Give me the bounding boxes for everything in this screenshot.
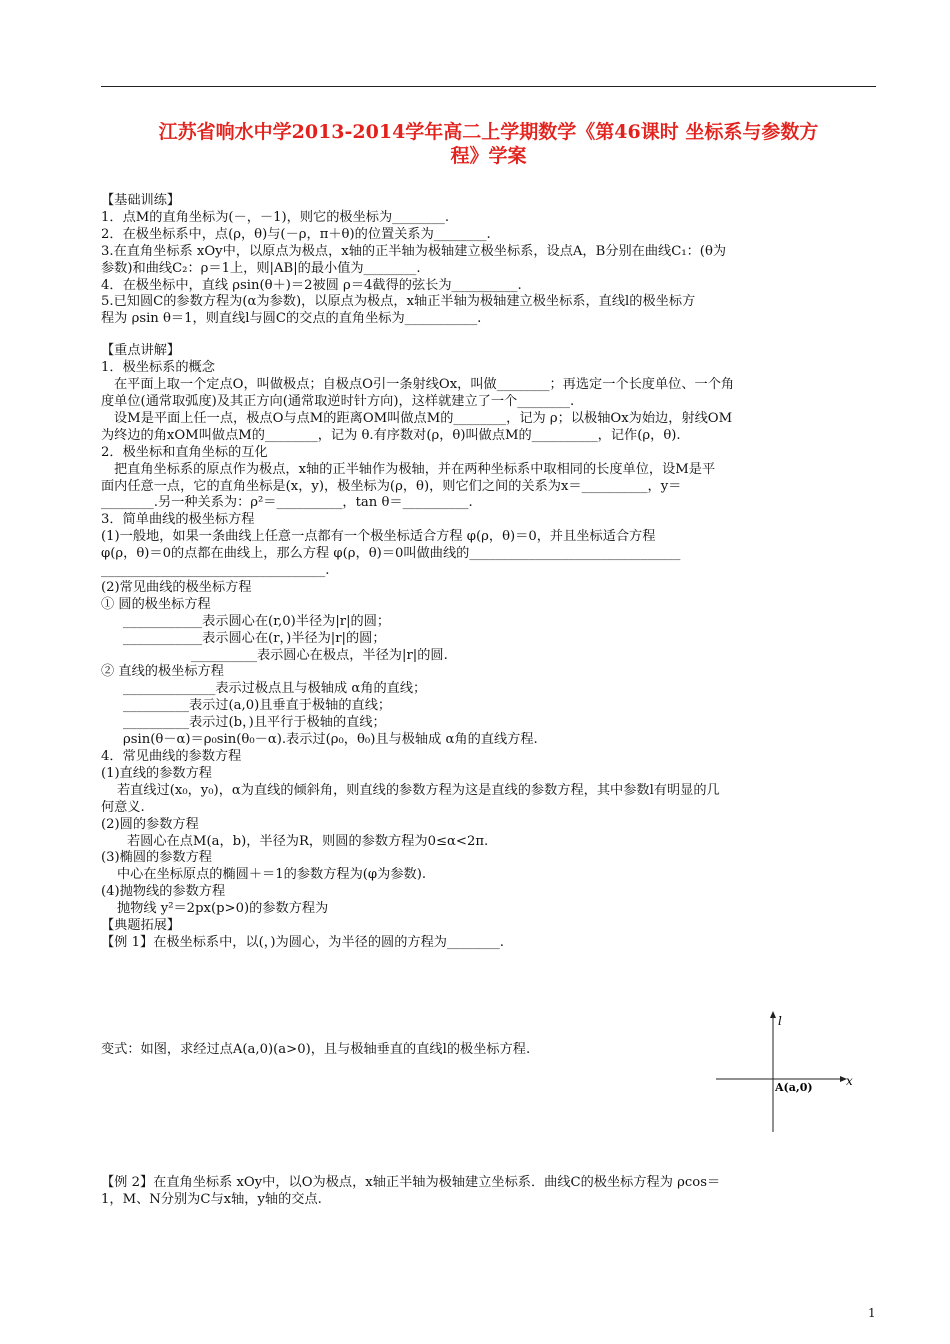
basic-line: 参数)和曲线C₂：ρ＝1上，则|AB|的最小值为________.	[101, 260, 421, 276]
key-line: 把直角坐标系的原点作为极点，x轴的正半轴作为极轴，并在两种坐标系中取相同的长度单位，设M是平	[114, 461, 716, 477]
polar-axis-figure	[714, 1010, 864, 1135]
title-line-1: 江苏省响水中学2013-2014学年高二上学期数学《第46课时 坐标系与参数方	[158, 121, 819, 143]
basic-line: 5.已知圆C的参数方程为(α为参数)，以原点为极点，x轴正半轴为极轴建立极坐标系，直线l的极坐标方	[101, 294, 696, 310]
header-rule	[101, 86, 876, 87]
key-line: ② 直线的极坐标方程	[101, 664, 224, 680]
key-line: __________表示圆心在极点，半径为|r|的圆.	[191, 647, 448, 663]
key-line: (3)椭圆的参数方程	[101, 850, 212, 866]
key-line: 何意义.	[101, 799, 145, 815]
title-line-2: 程》学案	[450, 145, 527, 167]
x-label: x	[846, 1074, 853, 1088]
key-line: (2)常见曲线的极坐标方程	[101, 579, 252, 595]
example-2-line-1: 【例 2】在直角坐标系 xOy中，以O为极点，x轴正半轴为极轴建立坐标系．曲线C的极坐标方程为 ρcos＝	[101, 1174, 721, 1190]
key-line: 4．常见曲线的参数方程	[101, 749, 242, 764]
key-line: ____________表示圆心在(r,0)半径为|r|的圆；	[123, 613, 391, 629]
basic-line: 3.在直角坐标系 xOy中，以原点为极点，x轴的正半轴为极轴建立极坐标系，设点A，B分别在曲线C₁：(θ为	[101, 243, 727, 259]
key-line: 1．极坐标系的概念	[101, 360, 215, 376]
basic-line: 程为 ρsin θ＝1，则直线l与圆C的交点的直角坐标为___________.	[101, 311, 482, 327]
key-line: 在平面上取一个定点O，叫做极点；自极点O引一条射线Ox，叫做________；再选定一个长度单位、一个角	[114, 377, 735, 393]
key-line: 中心在坐标原点的椭圆＋＝1的参数方程为(φ为参数).	[117, 867, 427, 883]
example-1: 【例 1】在极坐标系中，以(，)为圆心，为半径的圆的方程为________.	[101, 934, 504, 950]
key-line: (2)圆的参数方程	[101, 816, 199, 832]
section-heading-key: 【重点讲解】	[101, 343, 181, 359]
key-line: __________________________________.	[101, 563, 330, 579]
key-line: ________.另一种关系为：ρ²＝__________，tan θ＝__________.	[101, 495, 473, 511]
key-line: __________表示过(a,0)且垂直于极轴的直线；	[123, 698, 392, 714]
key-line: φ(ρ，θ)＝0的点都在曲线上，那么方程 φ(ρ，θ)＝0叫做曲线的________________________________	[101, 546, 681, 562]
key-line: ρsin(θ－α)＝ρ₀sin(θ₀－α).表示过(ρ₀，θ₀)且与极轴成 α角的直线方程.	[123, 732, 538, 748]
l-arrow-icon	[770, 1011, 776, 1018]
key-line: 抛物线 y²＝2px(p>0)的参数方程为	[117, 901, 329, 917]
variant-problem: 变式：如图，求经过点A(a,0)(a>0)，且与极轴垂直的直线l的极坐标方程.	[101, 1041, 531, 1057]
key-line: (1)一般地，如果一条曲线上任意一点都有一个极坐标适合方程 φ(ρ，θ)＝0，并且坐标适合方程	[101, 529, 656, 545]
key-line: 2．极坐标和直角坐标的互化	[101, 444, 268, 460]
l-label: l	[778, 1014, 782, 1028]
section-heading-basic: 【基础训练】	[101, 193, 181, 208]
key-line: 为终边的角xOM叫做点M的________，记为 θ.有序数对(ρ，θ)叫做点M的__________，记作(ρ，θ).	[101, 427, 681, 443]
key-line: __________表示过(b，)且平行于极轴的直线；	[123, 715, 386, 731]
section-heading-examples: 【典题拓展】	[101, 918, 181, 934]
example-2-line-2: 1，M、N分别为C与x轴，y轴的交点.	[101, 1191, 322, 1207]
key-line: (4)抛物线的参数方程	[101, 884, 226, 900]
key-line: 设M是平面上任一点，极点O与点M的距离OM叫做点M的________，记为 ρ；以极轴Ox为始边，射线OM	[114, 410, 733, 426]
key-line: ____________表示圆心在(r，)半径为|r|的圆；	[123, 630, 386, 646]
key-line: 3．简单曲线的极坐标方程	[101, 512, 255, 528]
page-title	[101, 120, 876, 168]
key-line: (1)直线的参数方程	[101, 765, 212, 781]
key-line: 若圆心在点M(a，b)，半径为R，则圆的参数方程为0≤α<2π.	[127, 833, 489, 849]
basic-line: 2．在极坐标系中，点(ρ，θ)与(－ρ，π＋θ)的位置关系为________.	[101, 226, 491, 242]
basic-line: 1．点M的直角坐标为(－，－1)，则它的极坐标为________.	[101, 209, 450, 225]
point-a-label: A(a,0)	[775, 1081, 813, 1094]
key-line: 面内任意一点，它的直角坐标是(x，y)，极坐标为(ρ，θ)，则它们之间的关系为x＝__________，y＝	[101, 478, 682, 494]
key-line: ______________表示过极点且与极轴成 α角的直线；	[123, 681, 427, 697]
page-number: 1	[868, 1306, 876, 1320]
basic-line: 4．在极坐标中，直线 ρsin(θ＋)＝2被圆 ρ＝4截得的弦长为__________.	[101, 277, 522, 293]
key-line: ① 圆的极坐标方程	[101, 596, 211, 612]
key-line: 度单位(通常取弧度)及其正方向(通常取逆时针方向)，这样就建立了一个________.	[101, 393, 575, 409]
key-line: 若直线过(x₀，y₀)，α为直线的倾斜角，则直线的参数方程为这是直线的参数方程，其中参数l有明显的几	[117, 782, 720, 798]
